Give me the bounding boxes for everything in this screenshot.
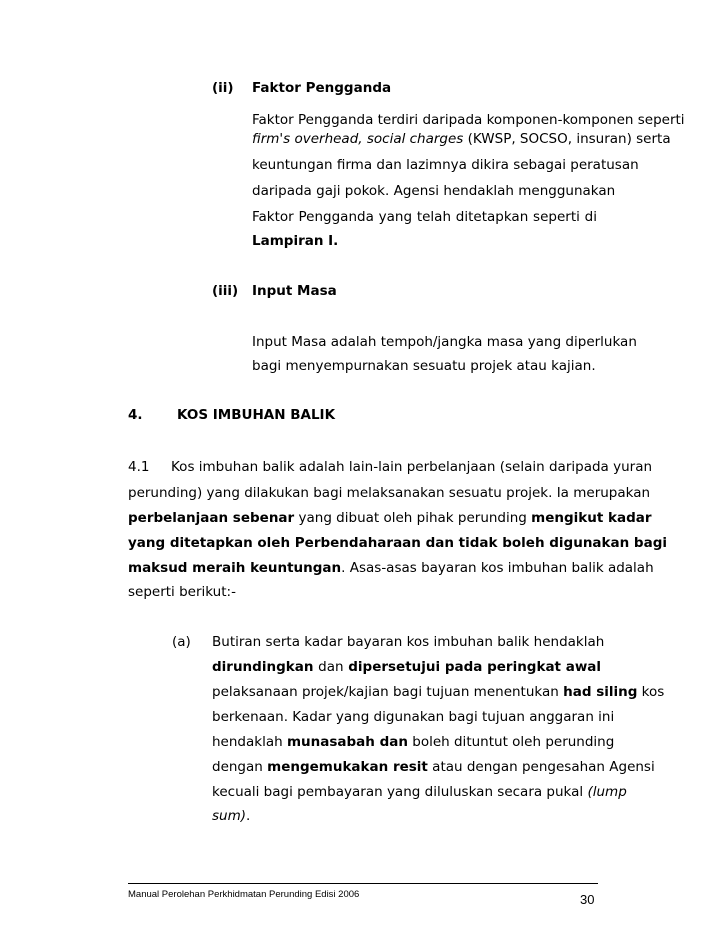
section-4-title: KOS IMBUHAN BALIK: [177, 407, 336, 423]
footer-rule: [128, 883, 598, 884]
sum-italic: sum): [212, 808, 247, 824]
para-41-number: 4.1: [128, 459, 150, 475]
para-41-bold-2: mengikut kadar: [531, 510, 652, 526]
para-41-line-3: perbelanjaan sebenar yang dibuat oleh pihak perunding mengikut kadar: [128, 510, 652, 526]
para-41-bold-1: perbelanjaan sebenar: [128, 510, 295, 526]
item-ii-line-1: Faktor Pengganda terdiri daripada komponen-komponen seperti: [252, 112, 685, 128]
para-41-line-4: yang ditetapkan oleh Perbendaharaan dan tidak boleh digunakan bagi: [128, 535, 667, 551]
item-iii-number: (iii): [212, 283, 239, 299]
item-a-line-1: Butiran serta kadar bayaran kos imbuhan balik hendaklah: [212, 634, 605, 650]
item-ii-line-3: keuntungan firma dan lazimnya dikira sebagai peratusan: [252, 157, 639, 173]
item-iii-line-2: bagi menyempurnakan sesuatu projek atau kajian.: [252, 358, 596, 374]
footer-text: Manual Perolehan Perkhidmatan Perunding Edisi 2006: [128, 889, 360, 900]
item-a-line-3: pelaksanaan projek/kajian bagi tujuan menentukan had siling kos: [212, 684, 665, 700]
lump-italic: (lump: [587, 784, 627, 800]
item-ii-heading: Faktor Pengganda: [252, 80, 392, 96]
item-a-line-2: dirundingkan dan dipersetujui pada peringkat awal: [212, 659, 602, 675]
item-a-line-6: dengan mengemukakan resit atau dengan pengesahan Agensi: [212, 759, 655, 775]
item-ii-line-6: Lampiran I.: [252, 233, 339, 249]
para-41-bold-3: maksud meraih keuntungan: [128, 560, 342, 576]
para-41-line-1: Kos imbuhan balik adalah lain-lain perbelanjaan (selain daripada yuran: [171, 459, 653, 475]
munasabah-bold: munasabah dan: [286, 734, 408, 750]
para-41-line-2: perunding) yang dilakukan bagi melaksanakan sesuatu projek. Ia merupakan: [128, 485, 651, 501]
page-number: 30: [580, 892, 595, 907]
item-a-line-8: sum).: [212, 808, 251, 824]
para-41-line-6: seperti berikut:-: [128, 584, 236, 600]
had-siling-bold: had siling: [563, 684, 638, 700]
item-a-line-4: berkenaan. Kadar yang digunakan bagi tujuan anggaran ini: [212, 709, 615, 725]
item-ii-line-5: Faktor Pengganda yang telah ditetapkan seperti di: [252, 209, 597, 225]
item-ii-line-2-italic: firm's overhead, social charges: [252, 131, 464, 147]
item-ii-number: (ii): [212, 80, 234, 96]
section-4-number: 4.: [128, 407, 143, 423]
item-iii-line-1: Input Masa adalah tempoh/jangka masa yang diperlukan: [252, 334, 637, 350]
item-ii-line-2: firm's overhead, social charges (KWSP, SOCSO, insuran) serta: [252, 131, 671, 147]
resit-bold: mengemukakan resit: [267, 759, 428, 775]
para-41-line-5: maksud meraih keuntungan. Asas-asas bayaran kos imbuhan balik adalah: [128, 560, 654, 576]
item-iii-heading: Input Masa: [252, 283, 337, 299]
item-a-number: (a): [172, 634, 191, 650]
item-a-line-5: hendaklah munasabah dan boleh dituntut oleh perunding: [212, 734, 615, 750]
item-a-line-7: kecuali bagi pembayaran yang diluluskan secara pukal (lump: [212, 784, 627, 800]
item-ii-line-4: daripada gaji pokok. Agensi hendaklah menggunakan: [252, 183, 616, 199]
